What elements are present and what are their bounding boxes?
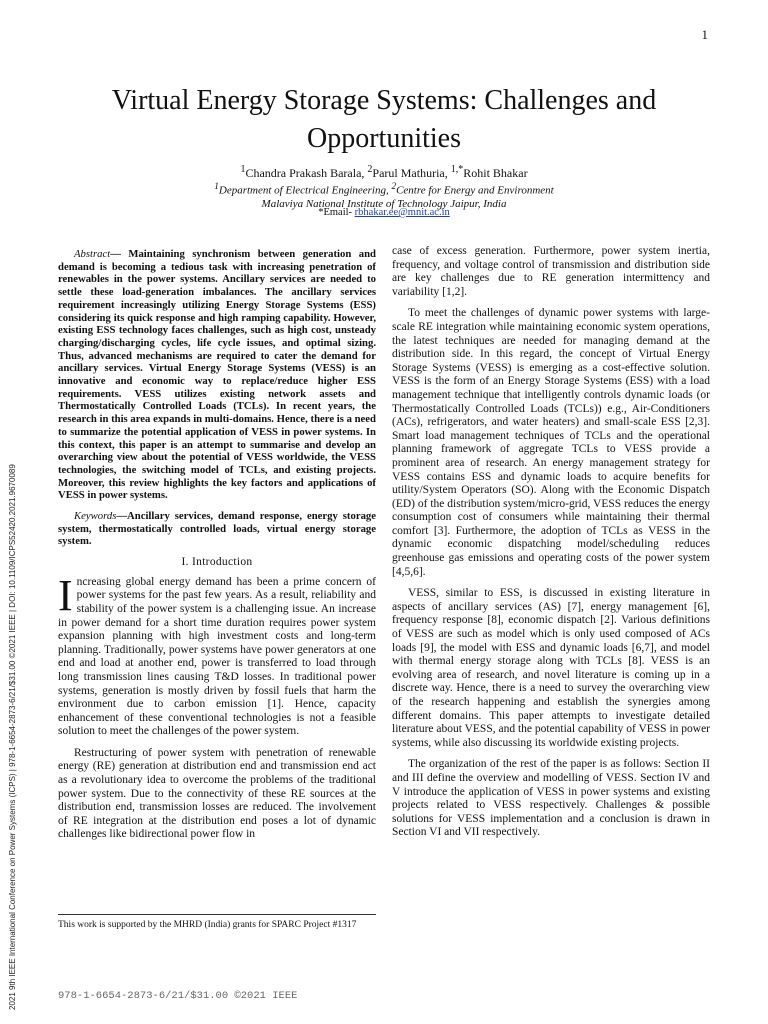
right-paragraph-3: The organization of the rest of the paper is as follows: Section II and III define the overview and modelling of VESS. Section IV and V introduce the application of VESS in power systems and existing projects related to VESS respectively. Challenges & possible solutions for VESS implementation and a conclusion is drawn in Section VI and VII respectively.	[392, 758, 710, 839]
paper-title: Virtual Energy Storage Systems: Challenges and Opportunities	[111, 85, 657, 154]
email-link[interactable]: rbhakar.ee@mnit.ac.in	[354, 207, 450, 218]
author-3-affil: 1,*	[450, 164, 464, 175]
intro-paragraph-2: Restructuring of power system with penetration of renewable energy (RE) generation at distribution end and transmission end act as a revolutionary idea to overcome the problems of the traditional power system. Due to the connectivity of these RE sources at the distribution end, transmission losses are reduced. The involvement of RE integration at the distribution end poses a lot of dynamic challenges like bidirectional power flow in	[58, 746, 376, 841]
drop-cap: I	[58, 570, 73, 620]
email-label: *Email-	[318, 207, 355, 218]
affil-centre: Centre for Energy and Environment	[396, 184, 554, 197]
author-2-affil: 2	[367, 164, 373, 175]
abstract-body: — Maintaining synchronism between generation and demand is becoming a tedious task with increasing penetration of renewables in the power systems. Ancillary services are needed to settle these load-generation imbalances. The ancillary services requirement increasingly utilizing Energy Storage Systems (ESS) considering its quick response and high ramping capability. However, existing ESS technology faces challenges, such as high cost, unsteady charging/discharging cycles, life cycle issues, and optimal sizing. Thus, advanced mechanisms are required to cater the demand for ancillary services. Virtual Energy Storage Systems (VESS) is an innovative and economic way to replace/reduce higher ESS requirements. VESS utilizes existing network assets and Thermostatically Controlled Loads (TCLs). In recent years, the research in this area expands in multi-domains. Hence, there is a need to summarize the potential application of VESS in power systems. In this context, this paper is an attempt to summarise and develop an overarching view about the potential of VESS worldwide, the VESS technologies, the switching model of TCLs, and existing projects. Moreover, this review highlights the key factors and applications of VESS in power systems.	[58, 248, 376, 502]
author-2: Parul Mathuria,	[372, 166, 451, 180]
author-list	[60, 163, 708, 180]
intro-p1-text: ncreasing global energy demand has been a prime concern of power systems for the past few years. As a result, reliability and stability of the power system is a challenging issue. An increase in power demand for a short time duration requires power system expansion planning with high investment costs and long-term planning. Traditionally, power systems have power generators at one end and load at another end, power is transferred to load through long transmission lines causing T&D losses. In traditional power systems, generation is mostly driven by fossil fuels that harm the environment due to carbon emission [1]. Hence, capacity enhancement of these conventional technologies is not a feasible solution to meet the challenges of the power system.	[58, 575, 376, 738]
abstract	[58, 248, 376, 502]
affiliation-line-1	[60, 180, 708, 198]
copyright-footer: 978-1-6654-2873-6/21/$31.00 ©2021 IEEE	[58, 990, 298, 1002]
affil-sup-2: 2	[391, 181, 397, 191]
keywords	[58, 510, 376, 548]
right-column	[392, 245, 710, 848]
page-number: 1	[701, 27, 708, 42]
author-1: Chandra Prakash Barala,	[245, 166, 368, 180]
affil-sup-1: 1	[214, 181, 219, 191]
intro-paragraph-1	[58, 570, 376, 739]
right-paragraph-0: case of excess generation. Furthermore, power system inertia, frequency, and voltage control of transmission and distribution side are key challenges due to RE generation intermittency and variability [1,2].	[392, 245, 710, 298]
funding-footnote: This work is supported by the MHRD (India) grants for SPARC Project #1317	[58, 914, 376, 931]
author-3: Rohit Bhakar	[463, 166, 528, 180]
left-column	[58, 248, 376, 850]
keywords-body: —Ancillary services, demand response, energy storage system, thermostatically controlled loads, virtual energy storage system.	[58, 510, 376, 548]
section-heading-introduction: I. Introduction	[181, 556, 253, 569]
keywords-lead: Keywords	[74, 510, 117, 523]
author-1-affil: 1	[240, 164, 246, 175]
affiliation-line-2: Malaviya National Institute of Technology Jaipur, India	[261, 197, 507, 210]
contact-email	[60, 207, 708, 218]
abstract-lead: Abstract	[74, 248, 111, 260]
right-paragraph-1: To meet the challenges of dynamic power systems with large-scale RE integration while maintaining economic system operations, the latest techniques are needed for managing demand at the distribution side. In this regard, the concept of Virtual Energy Storage Systems (VESS) is emerging as a cost-effective solution. VESS is the form of an Energy Storage Systems (ESS) with a load management technique that intelligently controls dynamic loads (or Thermostatically Controlled Loads (TCLs)) e.g., Air-Conditioners (ACs), refrigerators, and water heaters) and small-scale ESS [2,3]. Smart load management techniques of TCLs and the operational planning framework of aggregate TCLs to VESS provide a prominent area of research. An energy management strategy for VESS contains ESS and dynamic loads to acquire benefits for utility/System Operators (SO). Along with the Economic Dispatch (ED) of the distribution system/micro-grid, VESS reduces the energy consumption cost of consumers while maintaining their thermal comfort [3]. Furthermore, the adoption of TCLs as VESS in the dynamic economic dispatching model/scheduling reduces greenhouse gas emissions and operating costs of the power system [4,5,6].	[392, 307, 711, 578]
affil-dept: Department of Electrical Engineering,	[218, 184, 392, 197]
doi-sidebar: 2021 9th IEEE International Conference on Power Systems (ICPS) | 978-1-6654-2873-6/21/$31.00 ©2021 IEEE | DOI: 10.1109/ICPS52420.2021.9670089	[8, 464, 17, 1010]
right-paragraph-2: VESS, similar to ESS, is discussed in existing literature in aspects of ancillary services (AS) [7], energy management [6], frequency response [8], economic dispatch [2]. Various definitions of VESS are such as model which is only used composed of ACs loads [9], the model with ESS and dynamic loads [6,7], and model with thermal energy storage along with TCLs [8]. VESS is an evolving area of research, and novel literature is coming up in a discrete way. Hence, there is a need to survey the overarching view of the research happening and establish the synergies among different domains. This paper attempts to investigate detailed literature about VESS, and the potential capability of VESS in power systems, while also discussing its worldwide existing projects.	[392, 587, 711, 749]
